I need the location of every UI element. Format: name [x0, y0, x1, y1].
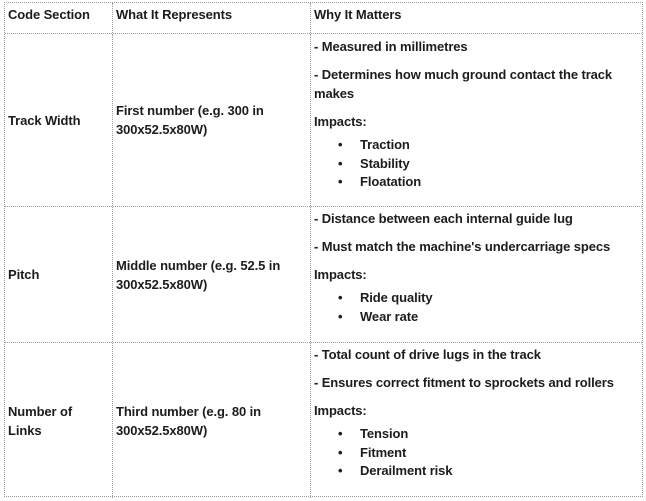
why-point: - Total count of drive lugs in the track: [314, 347, 541, 362]
impact-item: • Tension: [314, 425, 642, 444]
header-cell: [113, 3, 311, 33]
impact-item: • Wear rate: [314, 308, 642, 327]
header-why-it-matters: Why It Matters: [314, 7, 402, 22]
impact-item: • Floatation: [314, 173, 628, 192]
represents-text: Third number (e.g. 80 in 300x52.5x80W): [116, 403, 261, 438]
header-what-it-represents: What It Represents: [116, 7, 232, 22]
section-name: Pitch: [8, 267, 40, 282]
represents-text: Middle number (e.g. 52.5 in 300x52.5x80W): [116, 257, 281, 292]
why-point: - Ensures correct fitment to sprockets and rollers: [314, 375, 614, 390]
table-row: [5, 207, 642, 343]
table-header-row: [5, 3, 642, 34]
impacts-list: [314, 289, 642, 326]
impact-item: • Ride quality: [314, 289, 642, 308]
represents-cell: [113, 34, 311, 206]
section-name: Number of Links: [8, 403, 73, 438]
section-cell: [5, 343, 113, 498]
why-point: - Measured in millimetres: [314, 39, 468, 54]
impacts-label: Impacts:: [314, 267, 367, 282]
impacts-list: [314, 425, 642, 481]
impacts-label: Impacts:: [314, 403, 367, 418]
table-row: [5, 34, 642, 207]
header-cell: [311, 3, 642, 33]
why-cell: [311, 207, 642, 342]
why-cell: [311, 343, 642, 498]
impact-item: • Fitment: [314, 444, 642, 463]
why-point: - Must match the machine's undercarriage specs: [314, 239, 611, 254]
section-name: Track Width: [8, 112, 81, 128]
impacts-label: Impacts:: [314, 114, 367, 129]
impact-item: • Stability: [314, 155, 628, 174]
header-code-section: Code Section: [8, 7, 90, 22]
section-cell: [5, 34, 113, 206]
track-code-table: [4, 2, 643, 497]
represents-text: First number (e.g. 300 in 300x52.5x80W): [116, 103, 264, 137]
impacts-list: [314, 136, 628, 192]
why-point: - Distance between each internal guide lug: [314, 211, 573, 226]
section-cell: [5, 207, 113, 342]
represents-cell: [113, 207, 311, 342]
why-cell: [311, 34, 642, 206]
impact-item: • Derailment risk: [314, 462, 642, 481]
why-point: - Determines how much ground contact the track makes: [314, 67, 613, 101]
table-row: [5, 343, 642, 498]
represents-cell: [113, 343, 311, 498]
header-cell: [5, 3, 113, 33]
impact-item: • Traction: [314, 136, 628, 155]
